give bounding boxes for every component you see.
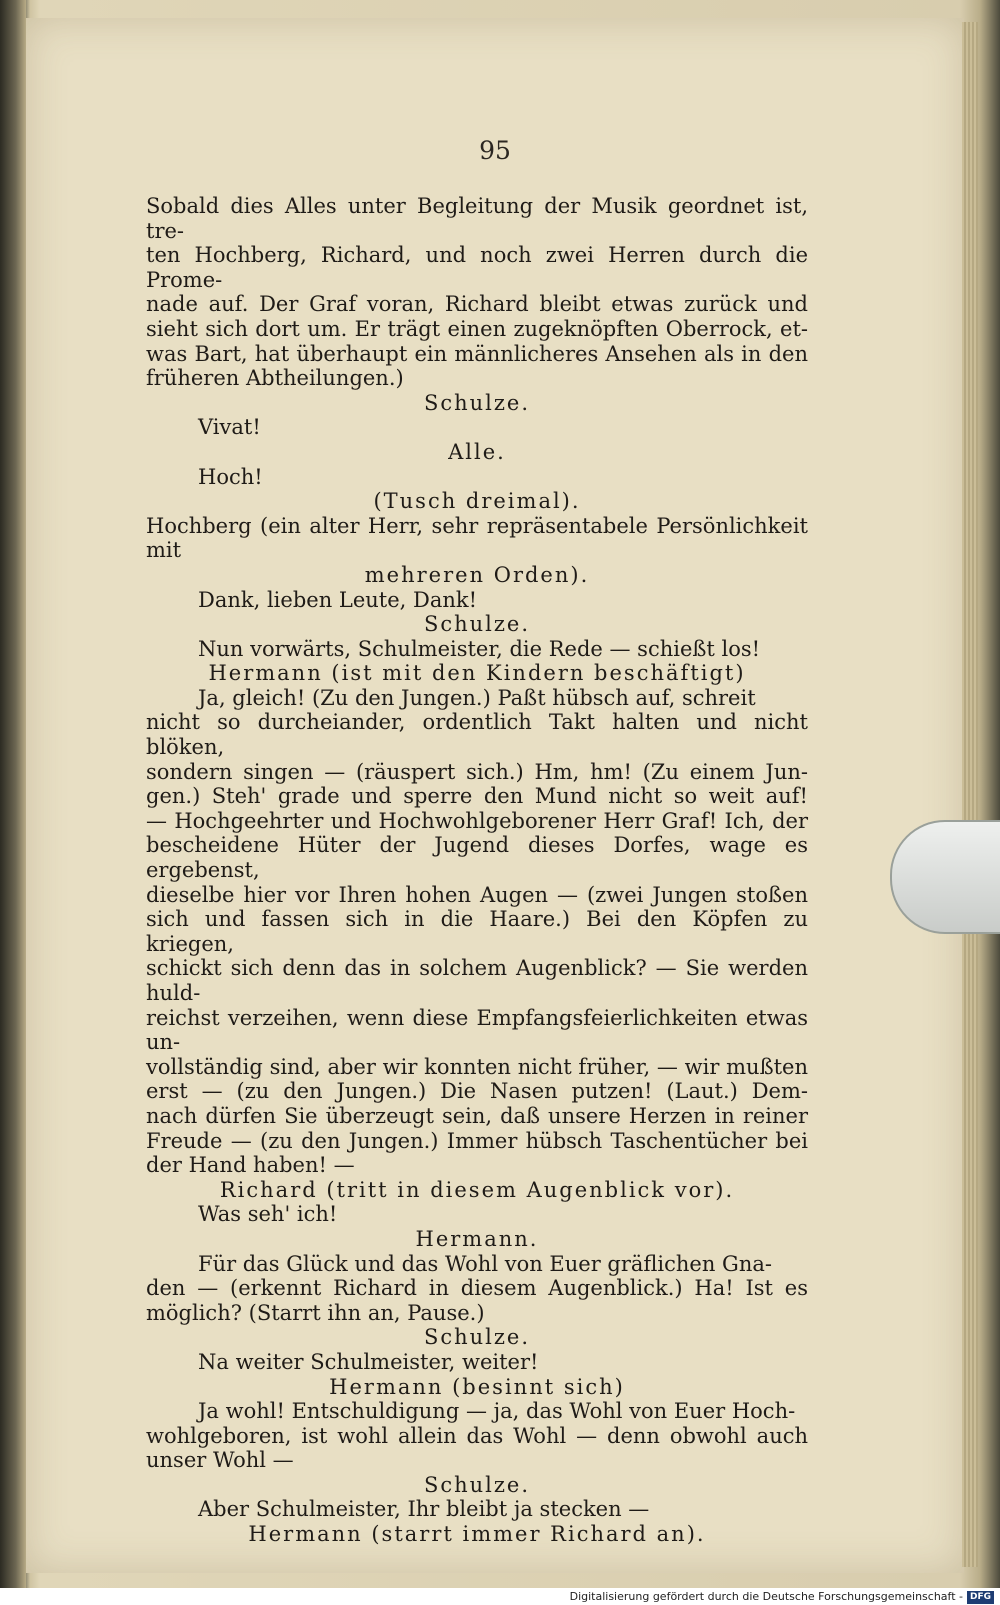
- speaker-line: Schulze.: [423, 1325, 531, 1350]
- text-line: Ja, gleich! (Zu den Jungen.) Paßt hübsch auf, schreit: [198, 685, 756, 710]
- speaker-line: mehreren Orden).: [364, 562, 590, 587]
- text-line: nade auf. Der Graf voran, Richard bleibt etwas zurück und: [146, 292, 808, 317]
- text-line: unser Wohl —: [146, 1448, 294, 1473]
- text-line: vollständig sind, aber wir konnten nicht früher, — wir mußten: [146, 1054, 808, 1079]
- text-line: wohlgeboren, ist wohl allein das Wohl — denn obwohl auch: [146, 1423, 808, 1448]
- text-line: Hoch!: [198, 464, 263, 489]
- text-line: schickt sich denn das in solchem Augenblick? — Sie werden huld-: [146, 956, 808, 1005]
- text-line: nicht so durcheiander, ordentlich Takt halten und nicht blöken,: [146, 710, 808, 760]
- speaker-line: Hermann (starrt immer Richard an).: [248, 1522, 706, 1547]
- text-line: erst — (zu den Jungen.) Die Nasen putzen! (Laut.) Dem-: [146, 1079, 808, 1104]
- text-line: Freude — (zu den Jungen.) Immer hübsch Taschentücher bei: [146, 1128, 808, 1153]
- text-line: Dank, lieben Leute, Dank!: [198, 587, 478, 612]
- text-line: Vivat!: [198, 415, 261, 440]
- text-line: reichst verzeihen, wenn diese Empfangsfeierlichkeiten etwas un-: [146, 1005, 808, 1055]
- text-line: Ja wohl! Entschuldigung — ja, das Wohl von Euer Hoch-: [198, 1399, 796, 1424]
- text-line: bescheidene Hüter der Jugend dieses Dorfes, wage es ergebenst,: [146, 833, 808, 883]
- page-text: [146, 194, 808, 1547]
- text-line: Aber Schulmeister, Ihr bleibt ja stecken —: [198, 1497, 650, 1522]
- dfg-logo: DFG: [967, 1591, 994, 1604]
- text-line: Sobald dies Alles unter Begleitung der Musik geordnet ist, tre-: [146, 194, 808, 243]
- speaker-line: Richard (tritt in diesem Augenblick vor).: [219, 1177, 735, 1202]
- text-line: sondern singen — (räuspert sich.) Hm, hm! (Zu einem Jun-: [146, 759, 808, 784]
- page-clip: [890, 820, 1000, 934]
- text-line: Nun vorwärts, Schulmeister, die Rede — schießt los!: [198, 636, 761, 661]
- text-line: sich und fassen sich in die Haare.) Bei den Köpfen zu kriegen,: [146, 907, 808, 956]
- speaker-line: Hermann (ist mit den Kindern beschäftigt): [208, 661, 746, 686]
- text-line: Na weiter Schulmeister, weiter!: [198, 1349, 539, 1374]
- text-line: den — (erkennt Richard in diesem Augenblick.) Ha! Ist es: [146, 1276, 808, 1301]
- speaker-line: (Tusch dreimal).: [373, 489, 581, 514]
- text-line: sieht sich dort um. Er trägt einen zugeknöpften Oberrock, et-: [146, 316, 808, 341]
- page-stack-edge: [962, 22, 978, 1567]
- text-line: der Hand haben! —: [146, 1153, 355, 1178]
- text-line: Was seh' ich!: [198, 1202, 338, 1227]
- text-line: gen.) Steh' grade und sperre den Mund nicht so weit auf!: [146, 784, 808, 809]
- text-line: — Hochgeehrter und Hochwohlgeborener Herr Graf! Ich, der: [146, 808, 808, 833]
- speaker-line: Schulze.: [423, 612, 531, 637]
- page-number: 95: [479, 136, 511, 165]
- text-line: möglich? (Starrt ihn an, Pause.): [146, 1300, 485, 1325]
- left-page-edge: [0, 0, 26, 1588]
- text-line: dieselbe hier vor Ihren hohen Augen — (zwei Jungen stoßen: [146, 882, 808, 907]
- footer: [0, 1588, 1000, 1605]
- speaker-line: Hermann.: [415, 1226, 539, 1251]
- text-line: Für das Glück und das Wohl von Euer gräflichen Gna-: [198, 1251, 772, 1276]
- text-line: nach dürfen Sie überzeugt sein, daß unsere Herzen in reiner: [146, 1103, 808, 1128]
- text-line: ten Hochberg, Richard, und noch zwei Herren durch die Prome-: [146, 243, 808, 292]
- footer-text: Digitalisierung gefördert durch die Deutsche Forschungsgemeinschaft -: [569, 1590, 963, 1603]
- speaker-line: Schulze.: [423, 1472, 531, 1497]
- book-page: [26, 18, 964, 1573]
- text-line: früheren Abtheilungen.): [146, 366, 404, 391]
- text-line: was Bart, hat überhaupt ein männlicheres Ansehen als in den: [146, 341, 808, 366]
- speaker-line: Hermann (besinnt sich): [329, 1374, 625, 1399]
- speaker-line: Schulze.: [423, 390, 531, 415]
- speaker-line: Alle.: [448, 439, 506, 464]
- text-line: Hochberg (ein alter Herr, sehr repräsentabele Persönlichkeit mit: [146, 513, 808, 563]
